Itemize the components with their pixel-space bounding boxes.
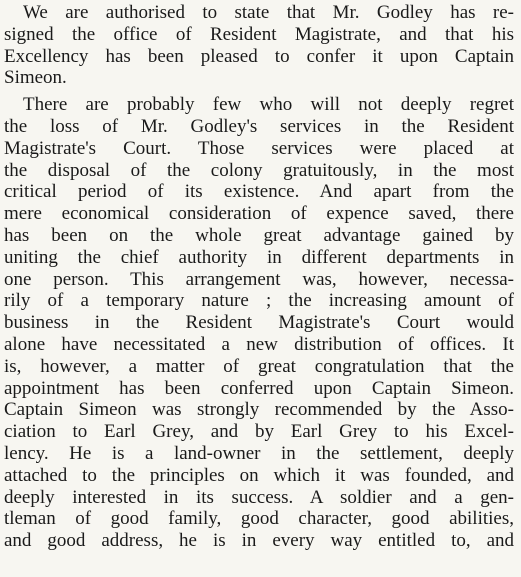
text-line: Simeon. <box>4 67 67 89</box>
text-line: ciation to Earl Grey, and by Earl Grey to his Excel- <box>4 421 514 443</box>
text-line: attached to the principles on which it was founded, and <box>4 464 514 486</box>
text-line: critical period of its existence. And apart from the <box>4 181 514 203</box>
text-line: appointment has been conferred upon Captain Simeon. <box>4 377 514 399</box>
text-line: is, however, a matter of great congratulation that the <box>4 355 514 377</box>
text-line: signed the office of Resident Magistrate, and that his <box>4 23 514 45</box>
text-line: tleman of good family, good character, good abilities, <box>4 508 514 530</box>
text-line: and good address, he is in every way entitled to, and <box>4 530 514 552</box>
text-line: Excellency has been pleased to confer it upon Captain <box>4 45 514 67</box>
text-line: business in the Resident Magistrate's Court would <box>4 312 514 334</box>
text-line: the disposal of the colony gratuitously, in the most <box>4 159 514 181</box>
text-line: the loss of Mr. Godley's services in the Resident <box>4 115 514 137</box>
text-line: rily of a temporary nature ; the increasing amount of <box>4 290 514 312</box>
text-line: lency. He is a land-owner in the settlement, deeply <box>4 442 514 464</box>
paragraph-1 <box>4 2 514 89</box>
text-line: There are probably few who will not deeply regret <box>23 94 514 116</box>
paragraph-2 <box>4 94 514 552</box>
text-line: alone have necessitated a new distribution of offices. It <box>4 333 514 355</box>
text-line: Captain Simeon was strongly recommended by the Asso- <box>4 399 514 421</box>
text-line: Magistrate's Court. Those services were placed at <box>4 137 514 159</box>
text-line: We are authorised to state that Mr. Godley has re- <box>23 2 514 23</box>
text-line: has been on the whole great advantage gained by <box>4 224 514 246</box>
text-line: mere economical consideration of expence saved, there <box>4 203 514 225</box>
text-line: uniting the chief authority in different departments in <box>4 246 514 268</box>
text-line: one person. This arrangement was, however, necessa- <box>4 268 514 290</box>
text-line: deeply interested in its success. A soldier and a gen- <box>4 486 514 508</box>
